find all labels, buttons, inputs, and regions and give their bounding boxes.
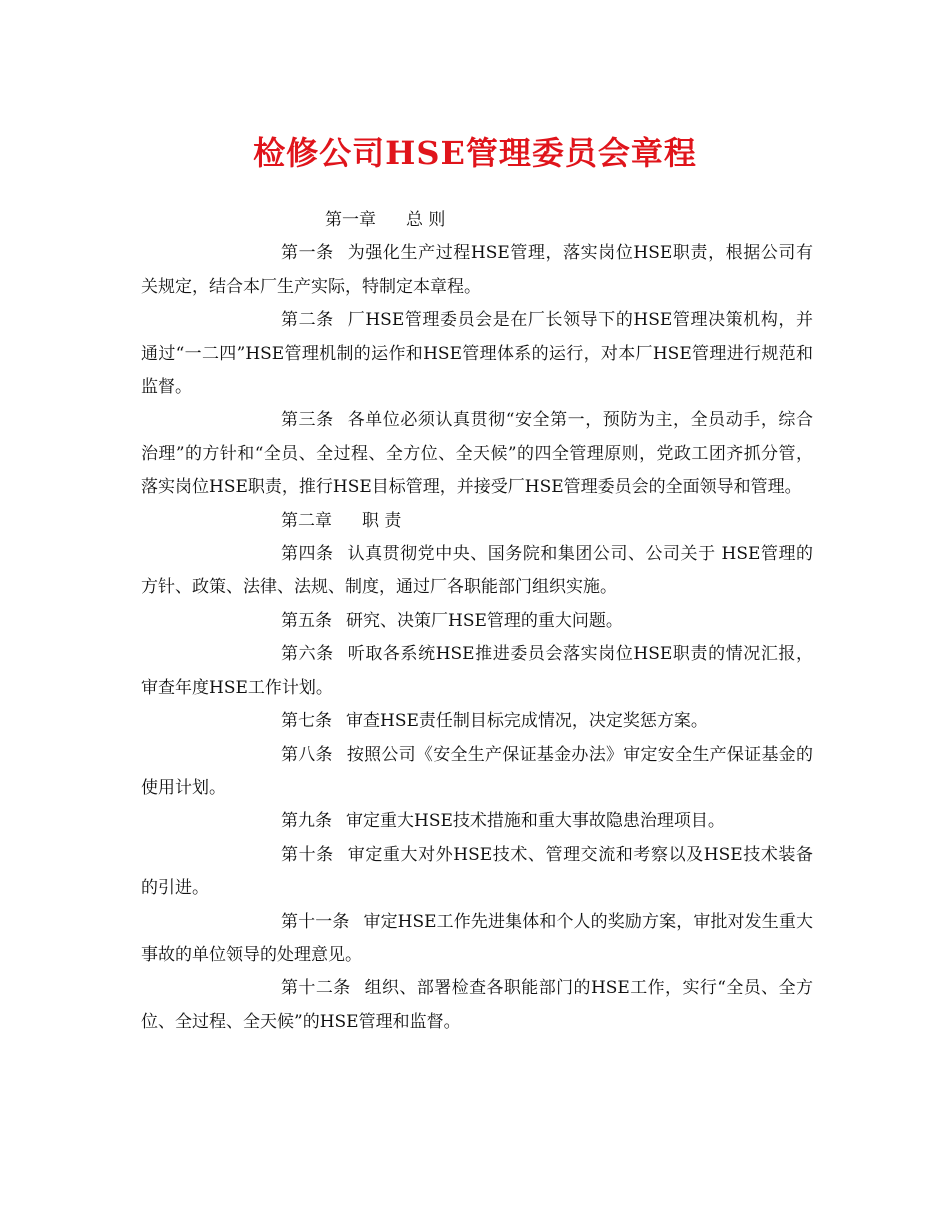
- article: [141, 605, 813, 638]
- article-text: 审定HSE工作先进集体和个人的奖励方案，审批对发生重大事故的单位领导的处理意见。: [141, 911, 813, 965]
- article: [141, 404, 813, 504]
- article: [141, 906, 813, 973]
- article-text: 组织、部署检查各职能部门的HSE工作，实行“全员、全方位、全过程、全天候”的HSE管理和监督。: [141, 978, 814, 1032]
- chapter-number: 第二章: [281, 510, 332, 531]
- chapter-number: 第一章: [325, 210, 376, 230]
- article-number: 第十二条: [281, 978, 351, 999]
- document-body: [141, 204, 813, 1039]
- article-text: 厂HSE管理委员会是在厂长领导下的HSE管理决策机构，并通过“一二四”HSE管理机制的运作和HSE管理体系的运行，对本厂HSE管理进行规范和监督。: [141, 310, 814, 398]
- chapter-heading: [141, 505, 813, 538]
- article-number: 第四条: [281, 544, 334, 565]
- article: [141, 304, 813, 404]
- article: [141, 839, 813, 906]
- article-text: 审定重大HSE技术措施和重大事故隐患治理项目。: [346, 811, 725, 832]
- chapter-name: 职 责: [362, 510, 402, 531]
- article-number: 第十条: [281, 844, 334, 865]
- article-text: 研究、决策厂HSE管理的重大问题。: [346, 610, 623, 631]
- article-text: 审查HSE责任制目标完成情况，决定奖惩方案。: [346, 711, 708, 732]
- article-text: 认真贯彻党中央、国务院和集团公司、公司关于 HSE管理的方针、政策、法律、法规、制度，通过厂各职能部门组织实施。: [141, 544, 813, 598]
- article-number: 第五条: [281, 610, 332, 631]
- article-text: 审定重大对外HSE技术、管理交流和考察以及HSE技术装备的引进。: [141, 844, 814, 899]
- chapter-name: 总 则: [406, 210, 446, 230]
- article-text: 为强化生产过程HSE管理，落实岗位HSE职责，根据公司有关规定，结合本厂生产实际，特制定本章程。: [141, 243, 814, 297]
- article: [141, 972, 813, 1039]
- article-number: 第六条: [281, 644, 334, 665]
- article: [141, 638, 813, 705]
- article: [141, 538, 813, 605]
- article-number: 第八条: [281, 744, 333, 765]
- chapter-heading: [141, 204, 813, 237]
- document-title: 检修公司HSE管理委员会章程: [253, 134, 697, 172]
- article-number: 第一条: [281, 243, 334, 264]
- article-text: 各单位必须认真贯彻“安全第一，预防为主，全员动手，综合治理”的方针和“全员、全过程、全方位、全天候”的四全管理原则，党政工团齐抓分管，落实岗位HSE职责，推行HSE目标管理，并接受厂HSE管理委员会的全面领导和管理。: [141, 410, 813, 498]
- article: [141, 739, 813, 806]
- article-number: 第七条: [281, 711, 332, 732]
- article-number: 第九条: [281, 811, 332, 832]
- article-number: 第十一条: [281, 911, 350, 932]
- article-number: 第二条: [281, 310, 334, 331]
- article: [141, 237, 813, 304]
- article: [141, 705, 813, 738]
- article-text: 听取各系统HSE推进委员会落实岗位HSE职责的情况汇报，审查年度HSE工作计划。: [141, 644, 814, 698]
- article-number: 第三条: [281, 410, 334, 431]
- article: [141, 805, 813, 838]
- article-text: 按照公司《安全生产保证基金办法》审定安全生产保证基金的使用计划。: [141, 744, 813, 798]
